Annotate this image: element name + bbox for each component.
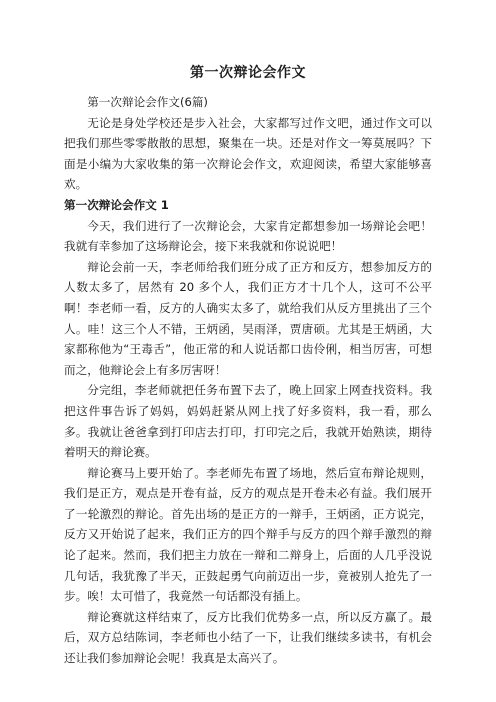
body-paragraph-3: 分完组，李老师就把任务布置下去了，晚上回家上网查找资料。我把这件事告诉了妈妈，妈妈赶紧从网上找了好多资料，我一看，那么多。我就让爸爸拿到打印店去打印，打印完之后，我就开始熟读，期待着明天的辩论赛。 bbox=[64, 383, 432, 460]
section-heading: 第一次辩论会作文 1 bbox=[64, 197, 169, 212]
intro-paragraph: 无论是身处学校还是步入社会，大家都写过作文吧，通过作文可以把我们那些零零散散的思想，聚集在一块。还是对作文一筹莫展吗？下面是小编为大家收集的第一次辩论会作文，欢迎阅读，希望大家能够喜欢。 bbox=[64, 115, 432, 192]
document-title: 第一次辩论会作文 bbox=[190, 65, 306, 81]
body-paragraph-5: 辩论赛就这样结束了，反方比我们优势多一点，所以反方赢了。最后，双方总结陈词，李老师也小结了一下，让我们继续多读书，有机会还让我们参加辩论会呢！我真是太高兴了。 bbox=[64, 609, 432, 666]
body-paragraph-2: 辩论会前一天，李老师给我们班分成了正方和反方，想参加反方的人数太多了，居然有 20 多个人，我们正方才十几个人，这可不公平啊！李老师一看，反方的人确实太多了，就给我们从反方里挑出了三个人。哇！这三个人不错，王炳函，吴雨泽，贾唐硕。尤其是王炳函，大家都称他为“王毒舌”，他正常的和人说话都口齿伶俐，相当厉害，可想而之，他辩论会上有多厉害呀！ bbox=[64, 259, 432, 377]
document-subtitle: 第一次辩论会作文(6篇) bbox=[87, 95, 208, 109]
body-paragraph-1: 今天，我们进行了一次辩论会，大家肯定都想参加一场辩论会吧！我就有幸参加了这场辩论会，接下来我就和你说说吧！ bbox=[64, 218, 432, 254]
body-paragraph-4: 辩论赛马上要开始了。李老师先布置了场地，然后宣布辩论规则，我们是正方，观点是开卷有益，反方的观点是开卷未必有益。我们展开了一轮激烈的辩论。首先出场的是正方的一辩手，王炳函，正方说完，反方又开始说了起来，我们正方的四个辩手与反方的四个辩手激烈的辩论了起来。然而，我们把主力放在一辩和二辩身上，后面的人几乎没说几句话，我犹豫了半天，正鼓起勇气向前迈出一步，竟被别人抢先了一步。唉！太可惜了，我竟然一句话都没有插上。 bbox=[64, 465, 432, 604]
